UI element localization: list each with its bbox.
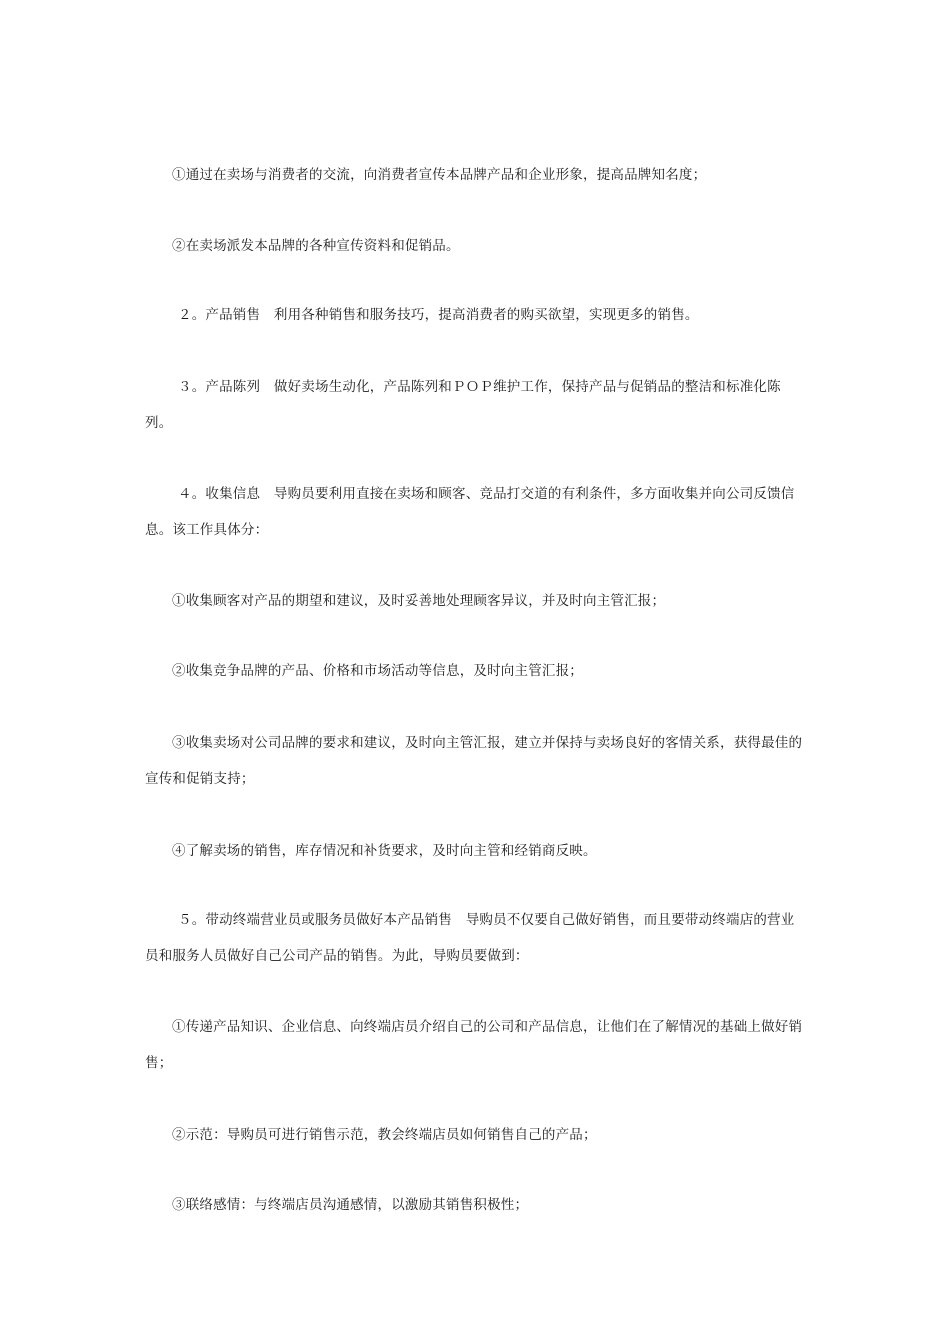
- paragraph-store-requirements: ③收集卖场对公司品牌的要求和建议，及时向主管汇报，建立并保持与卖场良好的客情关系，获得最佳的宣传和促销支持；: [145, 735, 803, 787]
- paragraph-customer-feedback: ①收集顾客对产品的期望和建议，及时妥善地处理顾客异议，并及时向主管汇报；: [172, 593, 666, 609]
- paragraph-drive-staff: ５。带动终端营业员或服务员做好本产品销售 导购员不仅要自己做好销售，而且要带动终端店的营业员和服务人员做好自己公司产品的销售。为此，导购员要做到：: [145, 912, 795, 964]
- paragraph-brand-promotion: ①通过在卖场与消费者的交流，向消费者宣传本品牌产品和企业形象，提高品牌知名度；: [172, 167, 707, 183]
- paragraph-relationship: ③联络感情：与终端店员沟通感情，以激励其销售积极性；: [172, 1197, 529, 1213]
- paragraph-collect-info: ４。收集信息 导购员要利用直接在卖场和顾客、竞品打交道的有利条件，多方面收集并向公司反馈信息。该工作具体分：: [145, 486, 795, 538]
- paragraph-transfer-knowledge: ①传递产品知识、企业信息、向终端店员介绍自己的公司和产品信息，让他们在了解情况的基础上做好销售；: [145, 1019, 803, 1071]
- paragraph-demonstration: ②示范：导购员可进行销售示范，教会终端店员如何销售自己的产品；: [172, 1127, 597, 1143]
- paragraph-product-display: ３。产品陈列 做好卖场生动化，产品陈列和ＰＯＰ维护工作，保持产品与促销品的整洁和标准化陈列。: [145, 379, 781, 431]
- paragraph-distribute-materials: ②在卖场派发本品牌的各种宣传资料和促销品。: [172, 238, 460, 254]
- paragraph-inventory: ④了解卖场的销售，库存情况和补货要求，及时向主管和经销商反映。: [172, 843, 597, 859]
- paragraph-competitor-info: ②收集竞争品牌的产品、价格和市场活动等信息，及时向主管汇报；: [172, 663, 583, 679]
- paragraph-product-sales: ２。产品销售 利用各种销售和服务技巧，提高消费者的购买欲望，实现更多的销售。: [178, 307, 699, 323]
